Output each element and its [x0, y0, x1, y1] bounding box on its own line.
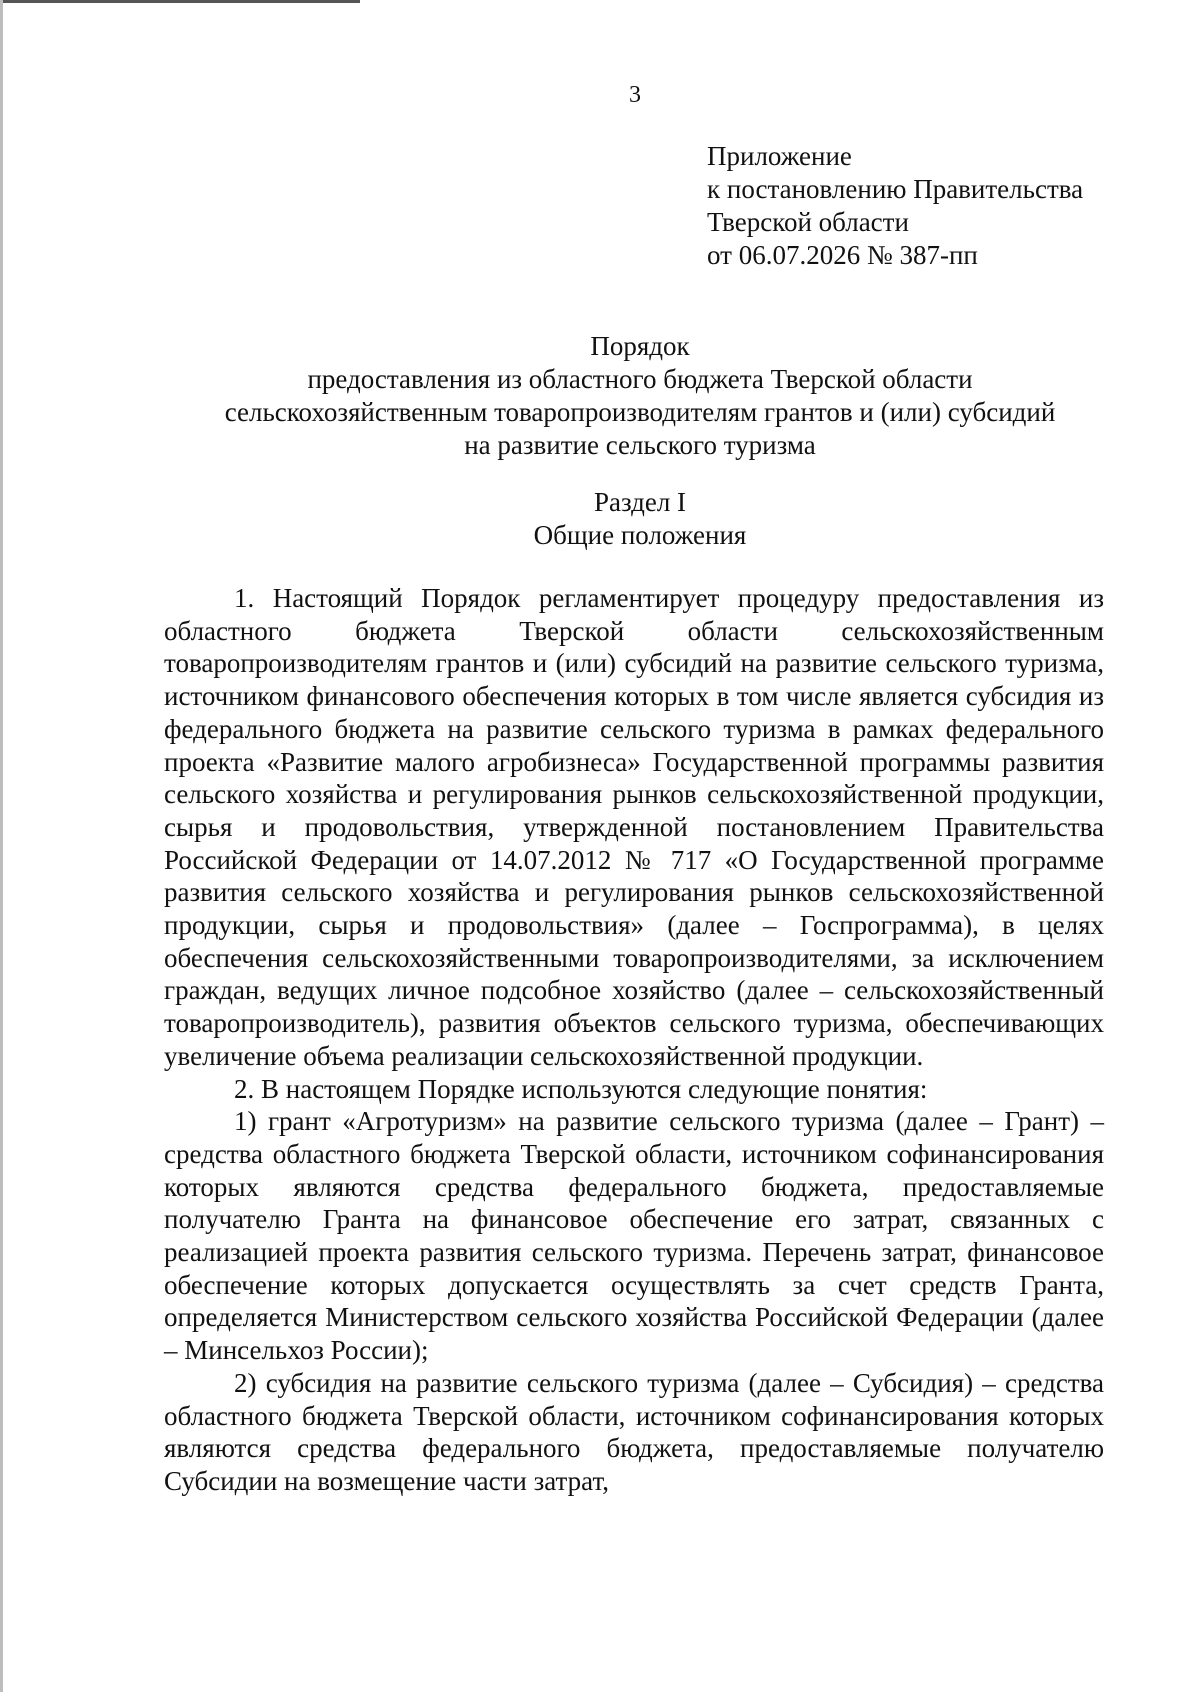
scan-edge-left — [0, 0, 3, 1692]
title-line-1: предоставления из областного бюджета Тверской области — [307, 364, 973, 394]
paragraph-2: 2. В настоящем Порядке используются следующие понятия: — [234, 1073, 928, 1104]
scan-edge-top — [0, 0, 360, 3]
approval-block — [707, 140, 1083, 272]
approval-line-2: к постановлению Правительства — [707, 174, 1084, 204]
paragraph-1: 1. Настоящий Порядок регламентирует процедуру предоставления из областного бюджета Тверской области сельскохозяйственным товаропроизводителям грантов и (или) субсидий на развитие сельского туризма, источником финансового обеспечения которых в том числе является субсидия из федерального бюджета на развитие сельского туризма в рамках федерального проекта «Развитие малого агробизнеса» Государственной программы развития сельского хозяйства и регулирования рынков сельскохозяйственной продукции, сырья и продовольствия, утвержденной постановлением Правительства Российской Федерации от 14.07.2012 № 717 «О Государственной программе развития сельского хозяйства и регулирования рынков сельскохозяйственной продукции, сырья и продовольствия» (далее – Госпрограмма), в целях обеспечения сельскохозяйственными товаропроизводителями, за исключением граждан, ведущих личное подсобное хозяйство (далее – сельскохозяйственный товаропроизводитель), развития объектов сельского туризма, обеспечивающих увеличение объема реализации сельскохозяйственной продукции. — [164, 583, 1104, 1071]
title-line-2: сельскохозяйственным товаропроизводителям грантов и (или) субсидий — [224, 397, 1056, 427]
paragraph-3: 1) грант «Агротуризм» на развитие сельского туризма (далее – Грант) – средства областного бюджета Тверской области, источником софинансирования которых являются средства федерального бюджета, предоставляемые получателю Гранта на финансовое обеспечение его затрат, связанных с реализацией проекта развития сельского туризма. Перечень затрат, финансовое обеспечение которых допускается осуществлять за счет средств Гранта, определяется Министерством сельского хозяйства Российской Федерации (далее – Минсельхоз России); — [164, 1106, 1104, 1366]
section-name: Общие положения — [533, 520, 747, 550]
approval-line-4: от 06.07.2026 № 387-пп — [707, 240, 978, 270]
page-number: 3 — [629, 82, 641, 108]
title-line-3: на развитие сельского туризма — [464, 430, 816, 460]
section-heading — [160, 486, 1120, 552]
section-label: Раздел I — [593, 487, 687, 517]
paragraph-4: 2) субсидия на развитие сельского туризма (далее – Субсидия) – средства областного бюджета Тверской области, источником софинансирования которых являются средства федерального бюджета, предоставляемые получателю Субсидии на возмещение части затрат, — [164, 1367, 1104, 1496]
document-title — [160, 330, 1120, 462]
approval-line-3: Тверской области — [707, 207, 909, 237]
title-heading: Порядок — [590, 331, 690, 361]
approval-line-1: Приложение — [707, 141, 852, 171]
document-body — [164, 582, 1104, 1498]
